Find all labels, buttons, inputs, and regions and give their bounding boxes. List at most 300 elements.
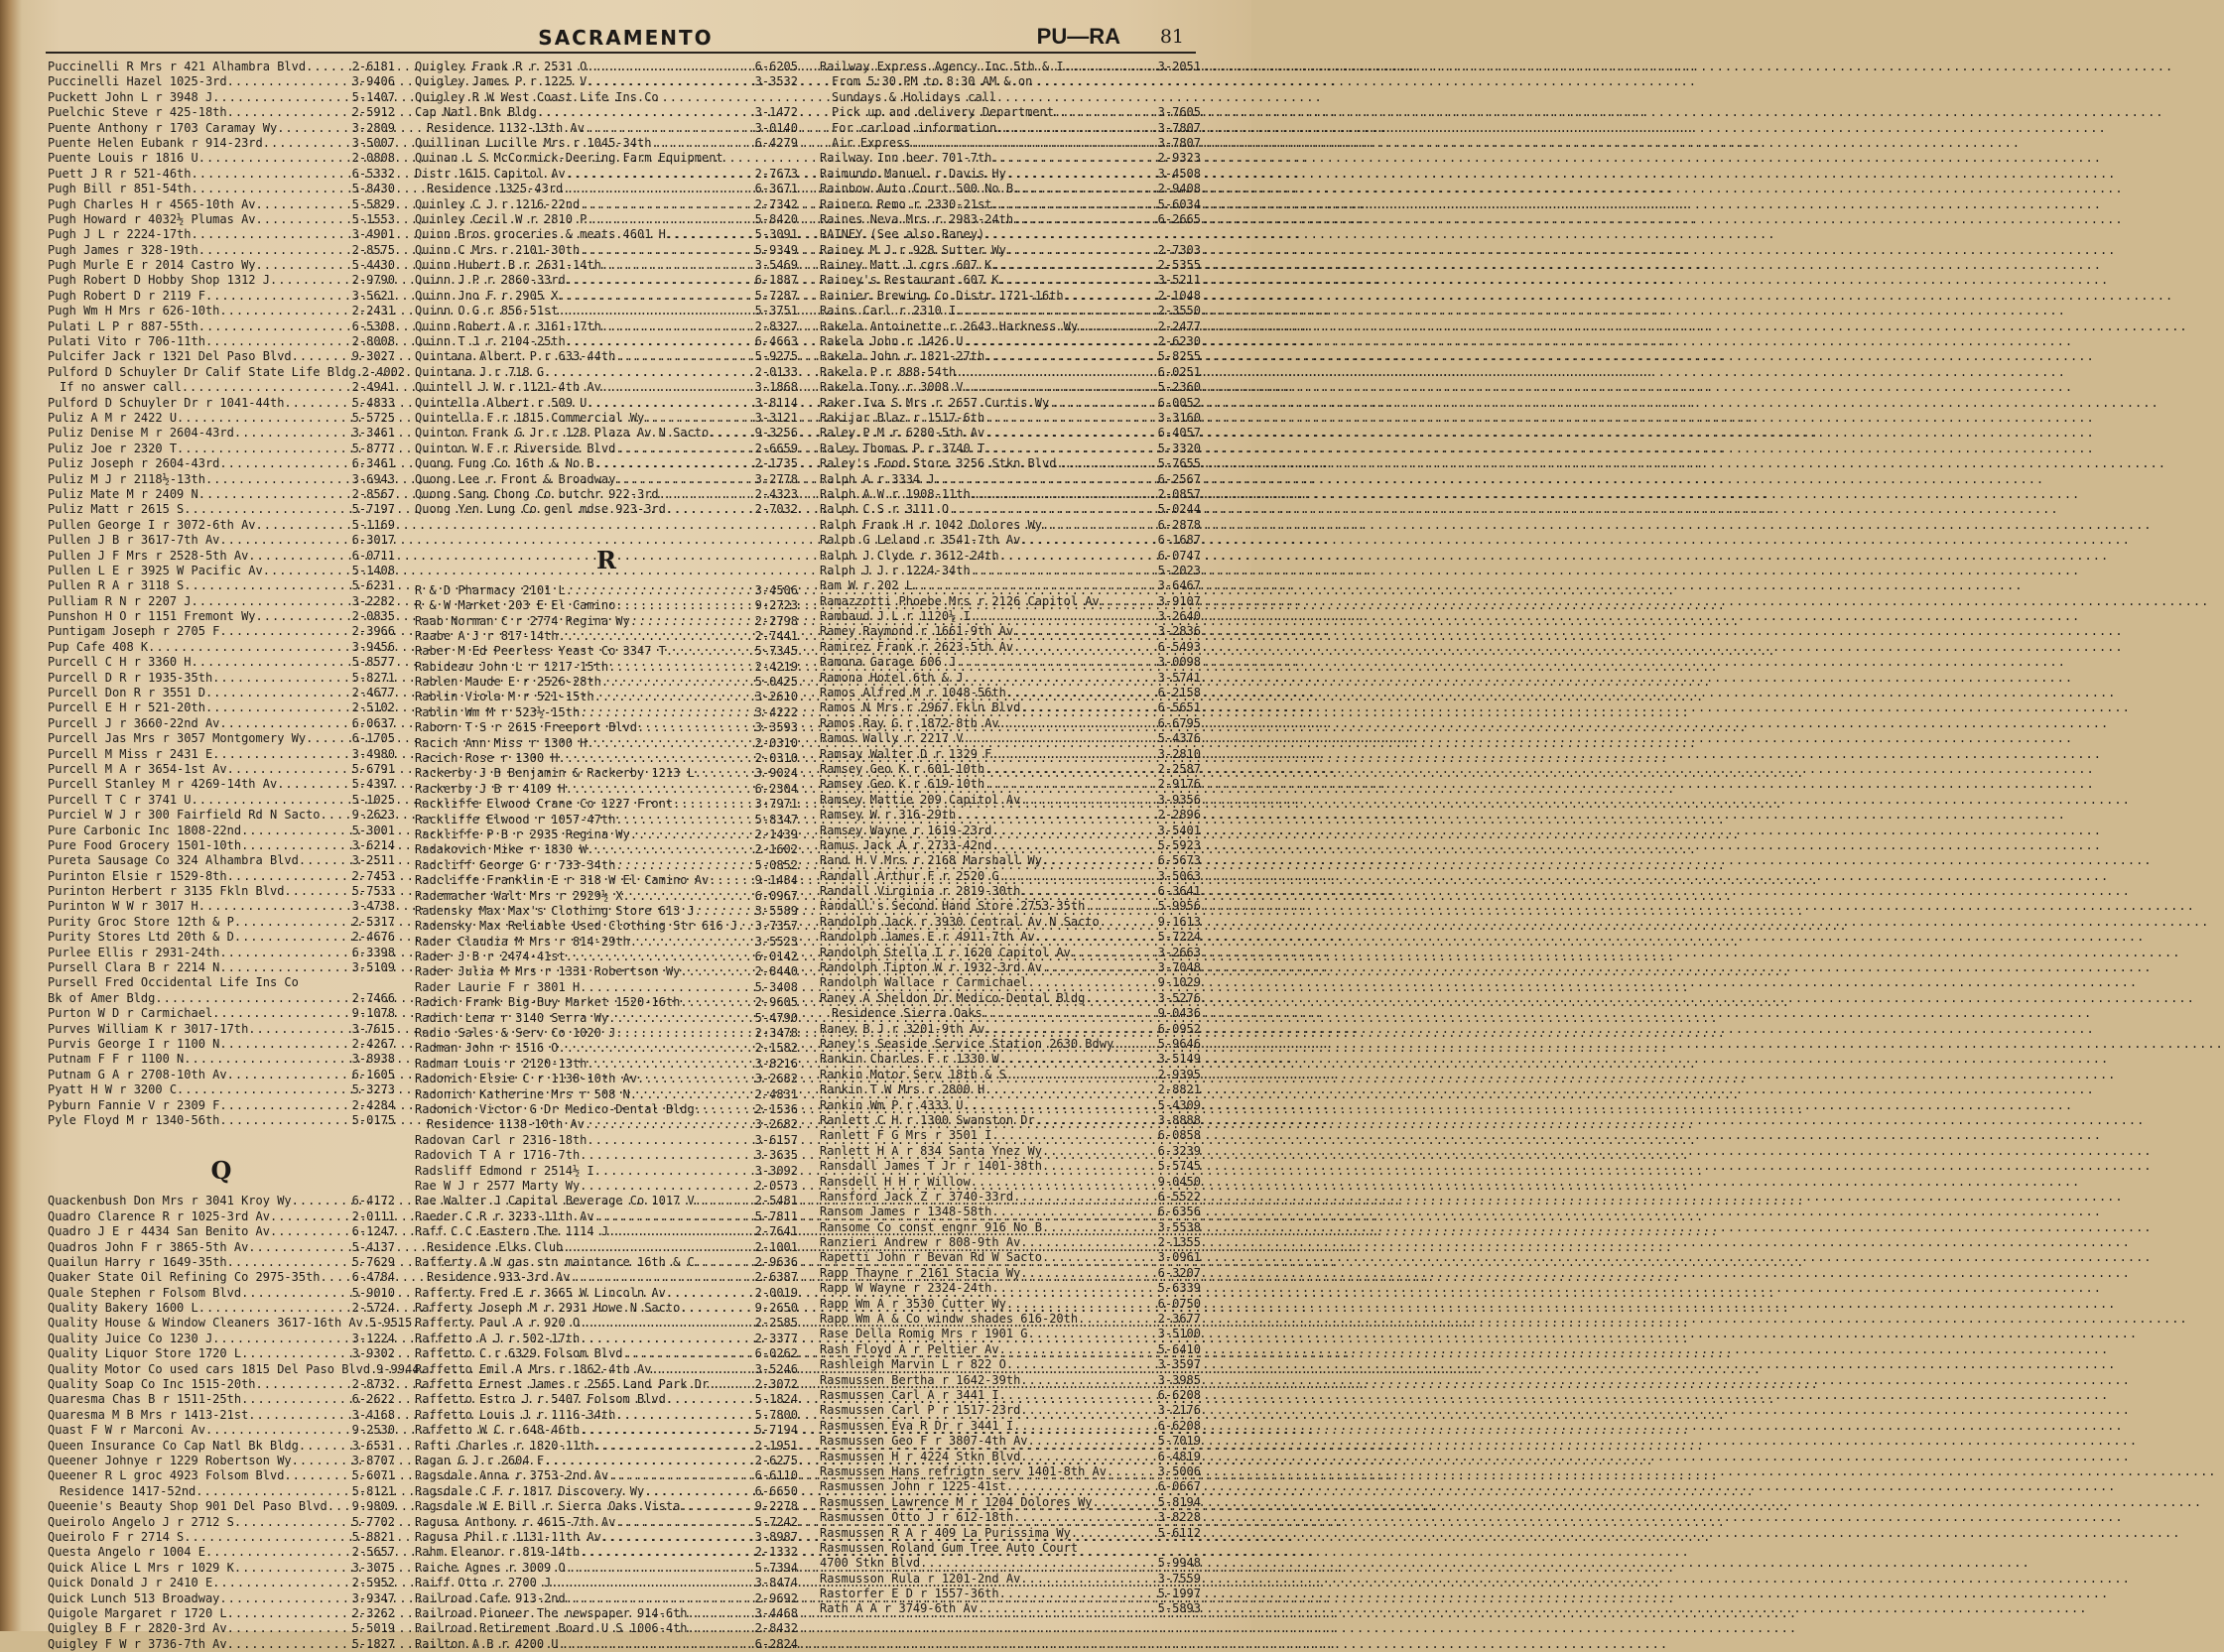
dot-leader	[241, 838, 352, 853]
phone-number: 5-7800	[754, 1407, 798, 1422]
listing-entry	[48, 1052, 395, 1067]
phone-number: 2-9636	[754, 1254, 798, 1269]
listing-entry	[415, 243, 798, 258]
entry-name: Racich Rose r 1300 H	[415, 751, 559, 766]
phone-number: 3-3121	[754, 410, 798, 425]
listing-entry	[820, 197, 1201, 212]
listing-entry	[415, 644, 798, 659]
phone-number: 5-7811	[754, 1208, 798, 1223]
listing-entry	[415, 1362, 798, 1377]
entry-name: Rambaud J L r 1120½ I	[820, 609, 971, 624]
listing-entry	[415, 1255, 798, 1270]
dot-leader	[234, 915, 352, 930]
dot-leader	[1056, 456, 1157, 471]
entry-name: Raimundo Manuel r Davis Hy	[820, 166, 1006, 181]
phone-number: 2-3377	[754, 1331, 798, 1345]
phone-number: 5-3408	[754, 979, 798, 994]
phone-number: 2-5355	[1157, 258, 1201, 273]
listing-entry	[415, 614, 798, 629]
listing-entry	[820, 121, 1201, 136]
dot-leader	[1006, 1357, 1158, 1372]
entry-name: Ragan G J r 2604 F	[415, 1453, 545, 1467]
dot-leader	[630, 935, 755, 950]
dot-leader	[666, 1286, 755, 1301]
dot-leader	[559, 289, 755, 304]
listing-entry	[48, 686, 395, 700]
phone-number: 2-0835	[351, 609, 395, 624]
phone-number: 5-7242	[754, 1514, 798, 1529]
listing-entry	[415, 273, 798, 288]
dot-leader	[263, 136, 352, 151]
entry-name: Purcell C H r 3360 H	[48, 655, 192, 670]
entry-name: Queirolo F r 2714 S	[48, 1529, 185, 1544]
dot-leader	[1093, 1495, 1158, 1510]
dot-leader	[1006, 1479, 1158, 1494]
entry-name: Puliz Matt r 2615 S	[48, 502, 185, 517]
listing-entry	[820, 946, 1201, 960]
listing-entry	[820, 1006, 1201, 1021]
listing-entry	[48, 549, 395, 564]
listing-entry	[820, 1266, 1201, 1281]
dot-leader	[601, 380, 755, 395]
dot-leader	[227, 1606, 352, 1621]
listing-entry	[820, 243, 1201, 258]
entry-name: Ralph C S r 3111 O	[820, 502, 950, 517]
entry-name: Quick Donald J r 2410 E	[48, 1576, 213, 1590]
dot-leader	[601, 258, 755, 273]
entry-name: Putnam G A r 2708-10th Av	[48, 1067, 227, 1081]
dot-leader	[1020, 1403, 1157, 1418]
dot-leader	[615, 442, 754, 456]
listing-entry	[48, 1332, 395, 1346]
listing-entry	[415, 766, 798, 781]
entry-name: Raley Thomas P r 3740 T	[820, 441, 985, 455]
entry-name: Radsliff Edmond r 2514½ I	[415, 1163, 594, 1178]
dot-leader	[299, 1439, 352, 1454]
entry-name: Pulford D Schuyler Dr Calif State Life Bldg	[48, 364, 356, 379]
listing-entry	[820, 319, 1201, 334]
entry-name: Residence 1138-10th Av	[427, 1117, 585, 1132]
listing-entry	[415, 1576, 798, 1590]
entry-name: Pullen L E r 3925 W Pacific Av	[48, 563, 263, 577]
entry-name: Radich Lena r 3140 Serra Wy	[415, 1010, 609, 1025]
phone-number: 3-7971	[754, 797, 798, 812]
listing-entry	[415, 1270, 798, 1285]
listing-entry	[48, 793, 395, 808]
dot-leader	[1028, 975, 1158, 990]
dot-leader	[277, 777, 351, 792]
listing-entry	[415, 502, 798, 517]
entry-name: Ramos Wally r 2217 V	[820, 731, 964, 746]
dot-leader	[198, 243, 352, 258]
entry-name: If no answer call	[60, 380, 182, 395]
entry-name: Quality Soap Co Inc 1515-20th	[48, 1377, 256, 1392]
dot-leader	[1020, 1373, 1157, 1388]
dot-leader	[971, 1175, 1158, 1190]
phone-number: 5-9515	[368, 1316, 413, 1331]
entry-name: Raborn T S r 2615 Freeport Blvd	[415, 720, 637, 735]
listing-entry	[820, 1587, 1201, 1601]
phone-number: 5-7019	[1157, 1434, 1201, 1449]
entry-name: Raffetto C r 6329 Folsom Blvd	[415, 1346, 623, 1361]
listing-entry	[820, 1220, 1201, 1235]
listing-entry	[820, 578, 1201, 593]
phone-number: 3-2610	[754, 690, 798, 704]
listing-entry	[48, 960, 395, 975]
entry-name: Rafferty Joseph M r 2931 Howe N Sacto	[415, 1301, 681, 1316]
entry-name: Pugh Charles H r 4565-10th Av	[48, 196, 256, 211]
phone-number: 3-3160	[1157, 410, 1201, 425]
phone-number: 2-2431	[351, 304, 395, 318]
phone-number: 2-2585	[754, 1316, 798, 1331]
listing-entry	[415, 675, 798, 690]
listing-entry	[415, 212, 798, 227]
phone-number: 3-3593	[754, 720, 798, 735]
city-title: SACRAMENTO	[538, 26, 714, 50]
dot-leader	[935, 472, 1158, 487]
entry-name: Rath A A r 3749-6th Av	[820, 1601, 978, 1616]
dot-leader	[680, 1301, 754, 1316]
phone-number: 5-7629	[351, 1254, 395, 1269]
dot-leader	[559, 751, 755, 766]
phone-number: 2-4941	[351, 380, 395, 395]
entry-name: Quinn J P r 2860-33rd	[415, 273, 566, 288]
dot-leader	[608, 1224, 755, 1239]
listing-entry	[48, 1423, 395, 1438]
listing-entry	[415, 60, 798, 74]
listing-entry	[48, 1022, 395, 1037]
entry-name: Ranlett H A r 834 Santa Ynez Wy	[820, 1143, 1042, 1158]
listing-entry	[415, 487, 798, 502]
listing-text-line	[820, 90, 1201, 105]
dot-leader	[608, 1468, 755, 1483]
dot-leader	[1013, 182, 1158, 196]
phone-number: 3-1472	[754, 105, 798, 120]
listing-entry	[48, 411, 395, 426]
entry-name: Rader J B r 2474-41st	[415, 950, 566, 964]
phone-number: 2-3478	[754, 1026, 798, 1041]
listing-entry	[820, 1113, 1201, 1128]
listing-entry	[415, 705, 798, 720]
dot-leader	[695, 1255, 755, 1270]
entry-name: Puente Louis r 1816 U	[48, 151, 198, 166]
dot-leader	[695, 904, 755, 919]
phone-number: 3-9356	[1157, 792, 1201, 807]
entry-name: Ragusa Anthony r 4615-7th Av	[415, 1514, 616, 1529]
phone-number: 6-1705	[351, 731, 395, 746]
dot-leader	[227, 869, 352, 884]
phone-number: 6-5522	[1157, 1189, 1201, 1204]
dot-leader	[580, 1545, 754, 1560]
phone-number: 6-2304	[754, 781, 798, 796]
entry-name: Quadros John F r 3865-5th Av	[48, 1239, 249, 1254]
entry-name: Railway Inn beer 701-7th	[820, 151, 992, 166]
listing-entry	[48, 640, 395, 655]
phone-number: 3-1224	[351, 1331, 395, 1345]
phone-number: 2-2477	[1157, 318, 1201, 333]
phone-number: 3-0961	[1157, 1250, 1201, 1265]
entry-name: Ralph A W r 1908-11th	[820, 486, 971, 501]
entry-name: Ragsdale W E Bill r Sierra Oaks Vista	[415, 1499, 681, 1514]
phone-number: 6-0711	[351, 548, 395, 563]
phone-number: 6-6795	[1157, 715, 1201, 730]
dot-leader	[1100, 594, 1158, 609]
phone-number: 3-2778	[754, 471, 798, 486]
listing-entry	[820, 1250, 1201, 1265]
phone-number: 3-3597	[1157, 1357, 1201, 1372]
phone-number: 3-5538	[1157, 1219, 1201, 1234]
entry-name: Quinn Hubert B r 2631-14th	[415, 258, 601, 273]
entry-name: Sundays & Holidays call	[832, 89, 997, 104]
listing-entry	[48, 1068, 395, 1082]
listing-entry	[48, 731, 395, 746]
entry-name: Pureta Sausage Co 324 Alhambra Blvd	[48, 853, 299, 868]
entry-name: Pugh Bill r 851-54th	[48, 182, 192, 196]
listing-entry	[820, 824, 1201, 838]
listing-entry	[820, 1052, 1201, 1067]
dot-leader	[680, 1499, 754, 1514]
phone-number: 5-6410	[1157, 1341, 1201, 1356]
entry-name: Quigley F W r 3736-7th Av	[48, 1636, 227, 1651]
dot-leader	[594, 1164, 755, 1179]
listing-entry	[48, 564, 395, 578]
entry-name: Ramsey Wayne r 1619-23rd	[820, 823, 992, 837]
entry-name: Railroad Cafe 913-2nd	[415, 1590, 566, 1605]
phone-number: 2-5317	[351, 914, 395, 929]
phone-number: 3-3532	[754, 74, 798, 89]
entry-name: Residence Sierra Oaks	[832, 1006, 982, 1021]
phone-number: 3-2511	[351, 853, 395, 868]
listing-entry	[415, 472, 798, 487]
listing-entry	[820, 273, 1201, 288]
phone-number: 3-9024	[754, 766, 798, 781]
listing-entry	[820, 1357, 1201, 1372]
entry-name: Ranzieri Andrew r 808-9th Av	[820, 1235, 1021, 1250]
entry-name: Residence Elks Club	[427, 1239, 564, 1254]
entry-name: Quaresma M B Mrs r 1413-21st	[48, 1407, 249, 1422]
listing-entry	[48, 1346, 395, 1361]
entry-name: Purlee Ellis r 2931-24th	[48, 945, 220, 959]
entry-name: Rakela John r 1821-27th	[820, 349, 985, 364]
listing-entry	[820, 1190, 1201, 1205]
phone-number: 5-9948	[1157, 1556, 1201, 1571]
phone-number: 6-6650	[754, 1483, 798, 1498]
entry-name: Quality Juice Co 1230 J	[48, 1331, 213, 1345]
entry-name: Raffetto Estro J r 5407 Folsom Blvd	[415, 1392, 666, 1407]
entry-name: Pugh Robert D Hobby Shop 1312 J	[48, 273, 270, 288]
entry-name: Quinn Bros groceries & meats 4601 H	[415, 227, 666, 242]
entry-name: Quinn Robert A r 3161-17th	[415, 318, 601, 333]
listing-text-line	[415, 151, 798, 166]
entry-name: Radich Frank Big-Buy Market 1520-16th	[415, 995, 681, 1010]
phone-number: 3-5100	[1157, 1327, 1201, 1341]
dot-leader	[991, 258, 1157, 273]
listing-entry	[820, 671, 1201, 686]
entry-name: Radensky Max Max's Clothing Store 613 J	[415, 903, 695, 918]
entry-name: Radcliffe Franklin E r 318 W El Camino Av	[415, 873, 710, 888]
dot-leader	[996, 121, 1157, 136]
listing-entry	[415, 1026, 798, 1041]
dot-leader	[680, 995, 754, 1010]
phone-number: 3-6157	[754, 1132, 798, 1147]
entry-name: Quality Liquor Store 1720 L	[48, 1346, 242, 1361]
dot-leader	[984, 1082, 1157, 1097]
phone-number: 3-6467	[1157, 578, 1201, 593]
listing-entry	[48, 1576, 395, 1590]
dot-leader	[991, 824, 1157, 838]
entry-name: Rainey Matt J cgrs 607 K	[820, 258, 992, 273]
dot-leader	[1042, 1144, 1158, 1159]
listing-entry	[48, 182, 395, 196]
phone-number: 3-6214	[351, 837, 395, 852]
entry-name: Raney's Seaside Service Station 2630 Bdwy	[820, 1037, 1114, 1051]
entry-name: Ragusa Phil r 1131-11th Av	[415, 1529, 601, 1544]
phone-number: 3-2282	[351, 593, 395, 608]
phone-number: 2-7466	[351, 990, 395, 1005]
listing-entry	[48, 762, 395, 777]
dot-leader	[212, 90, 351, 105]
listing-entry	[48, 1484, 395, 1499]
dot-leader	[615, 1515, 754, 1530]
entry-name: Purinton Elsie r 1529-8th	[48, 868, 227, 883]
listing-entry	[48, 167, 395, 182]
entry-name: Residence 1417-52nd	[60, 1483, 196, 1498]
listing-entry	[48, 197, 395, 212]
phone-number: 2-7032	[754, 502, 798, 517]
listing-entry	[415, 1346, 798, 1361]
entry-name: Quintana Albert P r 633-44th	[415, 349, 616, 364]
phone-number: 5-6791	[351, 761, 395, 776]
listing-entry	[820, 1434, 1201, 1449]
phone-number: 5-1553	[351, 211, 395, 226]
listing-entry	[820, 380, 1201, 395]
phone-number: 2-0857	[1157, 486, 1201, 501]
listing-entry	[820, 564, 1201, 578]
phone-number: 2-8327	[754, 318, 798, 333]
listing-entry	[415, 827, 798, 842]
listing-entry	[48, 1113, 395, 1128]
phone-number: 2-4284	[351, 1097, 395, 1112]
phone-number: 3-8707	[351, 1453, 395, 1467]
listing-entry	[415, 227, 798, 242]
phone-number: 5-8577	[351, 655, 395, 670]
phone-number: 2-4676	[351, 930, 395, 945]
entry-name: Queenie's Beauty Shop 901 Del Paso Blvd	[48, 1499, 327, 1514]
listing-entry	[820, 472, 1201, 487]
dot-leader	[688, 1621, 755, 1636]
entry-name: Rasmussen Bertha r 1642-39th	[820, 1372, 1021, 1387]
dot-leader	[585, 121, 755, 136]
phone-number: 3-5211	[1157, 273, 1201, 288]
listing-entry	[415, 1332, 798, 1346]
listing-entry	[415, 1041, 798, 1056]
dot-leader	[299, 853, 352, 868]
listing-entry	[48, 1037, 395, 1052]
listing-entry	[415, 660, 798, 675]
dot-leader	[212, 1332, 351, 1346]
entry-name: R & D Pharmacy 2101 L	[415, 582, 566, 597]
entry-name: Quick Alice L Mrs r 1029 K	[48, 1560, 234, 1575]
listing-entry	[415, 349, 798, 364]
dot-leader	[1006, 167, 1158, 182]
dot-leader	[920, 1556, 1157, 1571]
dot-leader	[615, 1408, 754, 1423]
entry-name: Residence 933-3rd Av	[427, 1270, 571, 1285]
entry-name: Pure Food Grocery 1501-10th	[48, 837, 242, 852]
entry-name: Rainey's Restaurant 607 K	[820, 273, 999, 288]
phone-number: 2-8432	[754, 1621, 798, 1636]
phone-number: 9-0450	[1157, 1174, 1201, 1189]
phone-number: 2-0111	[351, 1208, 395, 1223]
entry-name: Quadro J E r 4434 San Benito Av	[48, 1224, 270, 1239]
phone-number: 3-8888	[1157, 1112, 1201, 1127]
dot-leader	[1020, 1572, 1157, 1587]
section-letter: Q	[210, 1156, 232, 1186]
listing-entry	[48, 853, 395, 868]
phone-number: 6-0747	[1157, 548, 1201, 563]
dot-leader	[587, 1133, 754, 1148]
dot-leader	[709, 1377, 754, 1392]
listing-entry	[48, 716, 395, 731]
listing-entry	[820, 853, 1201, 868]
dot-leader	[580, 1148, 754, 1163]
dot-leader	[256, 212, 352, 227]
phone-number: 6-4663	[754, 334, 798, 349]
phone-number: 6-4279	[754, 135, 798, 150]
listing-entry	[48, 1255, 395, 1270]
listing-entry	[820, 747, 1201, 762]
listing-entry	[415, 74, 798, 89]
entry-name: Puelchic Steve r 425-18th	[48, 105, 227, 120]
entry-name: Purciel W J r 300 Fairfield Rd N Sacto	[48, 808, 321, 823]
entry-name: Raffetto W C r 648-46th	[415, 1423, 581, 1438]
dot-leader	[219, 624, 351, 639]
listing-entry	[820, 456, 1201, 471]
dot-leader	[184, 1052, 351, 1067]
phone-number: 5-3320	[1157, 441, 1201, 455]
dot-leader	[219, 1591, 351, 1606]
entry-name: Radakovich Mike r 1830 W	[415, 842, 588, 857]
listing-entry	[820, 975, 1201, 990]
entry-name: Ralph A r 3334 J	[820, 471, 935, 486]
page-header	[20, 22, 1232, 54]
phone-number: 3-5589	[754, 903, 798, 918]
listing-entry	[820, 1159, 1201, 1174]
phone-number: 2-1602	[754, 842, 798, 857]
entry-name: Rablin Viola M r 521-15th	[415, 690, 594, 704]
dot-leader	[205, 686, 352, 700]
entry-name: Rankin Motor Serv 18th & S	[820, 1067, 1006, 1081]
entry-name: Randolph Wallace r Carmichael	[820, 975, 1028, 990]
listing-entry	[48, 1392, 395, 1407]
dot-leader	[270, 1224, 352, 1239]
phone-number: 3-5621	[351, 288, 395, 303]
entry-name: Rakela Tony r 3008 V	[820, 380, 964, 395]
dot-leader	[241, 824, 352, 838]
phone-number: 5-6071	[351, 1468, 395, 1483]
listing-continuation	[415, 105, 798, 120]
phone-number: 5-8194	[1157, 1494, 1201, 1509]
dot-leader	[601, 319, 755, 334]
entry-name: Randolph Jack r 3930 Central Av N Sacto	[820, 914, 1100, 929]
listing-entry	[415, 583, 798, 598]
dot-leader	[956, 655, 1157, 670]
dot-leader	[651, 136, 754, 151]
dot-leader	[1042, 853, 1158, 868]
entry-name: Rackliffe Elwood r 1057-47th	[415, 812, 616, 826]
dot-leader	[956, 808, 1157, 823]
listing-entry	[48, 396, 395, 411]
